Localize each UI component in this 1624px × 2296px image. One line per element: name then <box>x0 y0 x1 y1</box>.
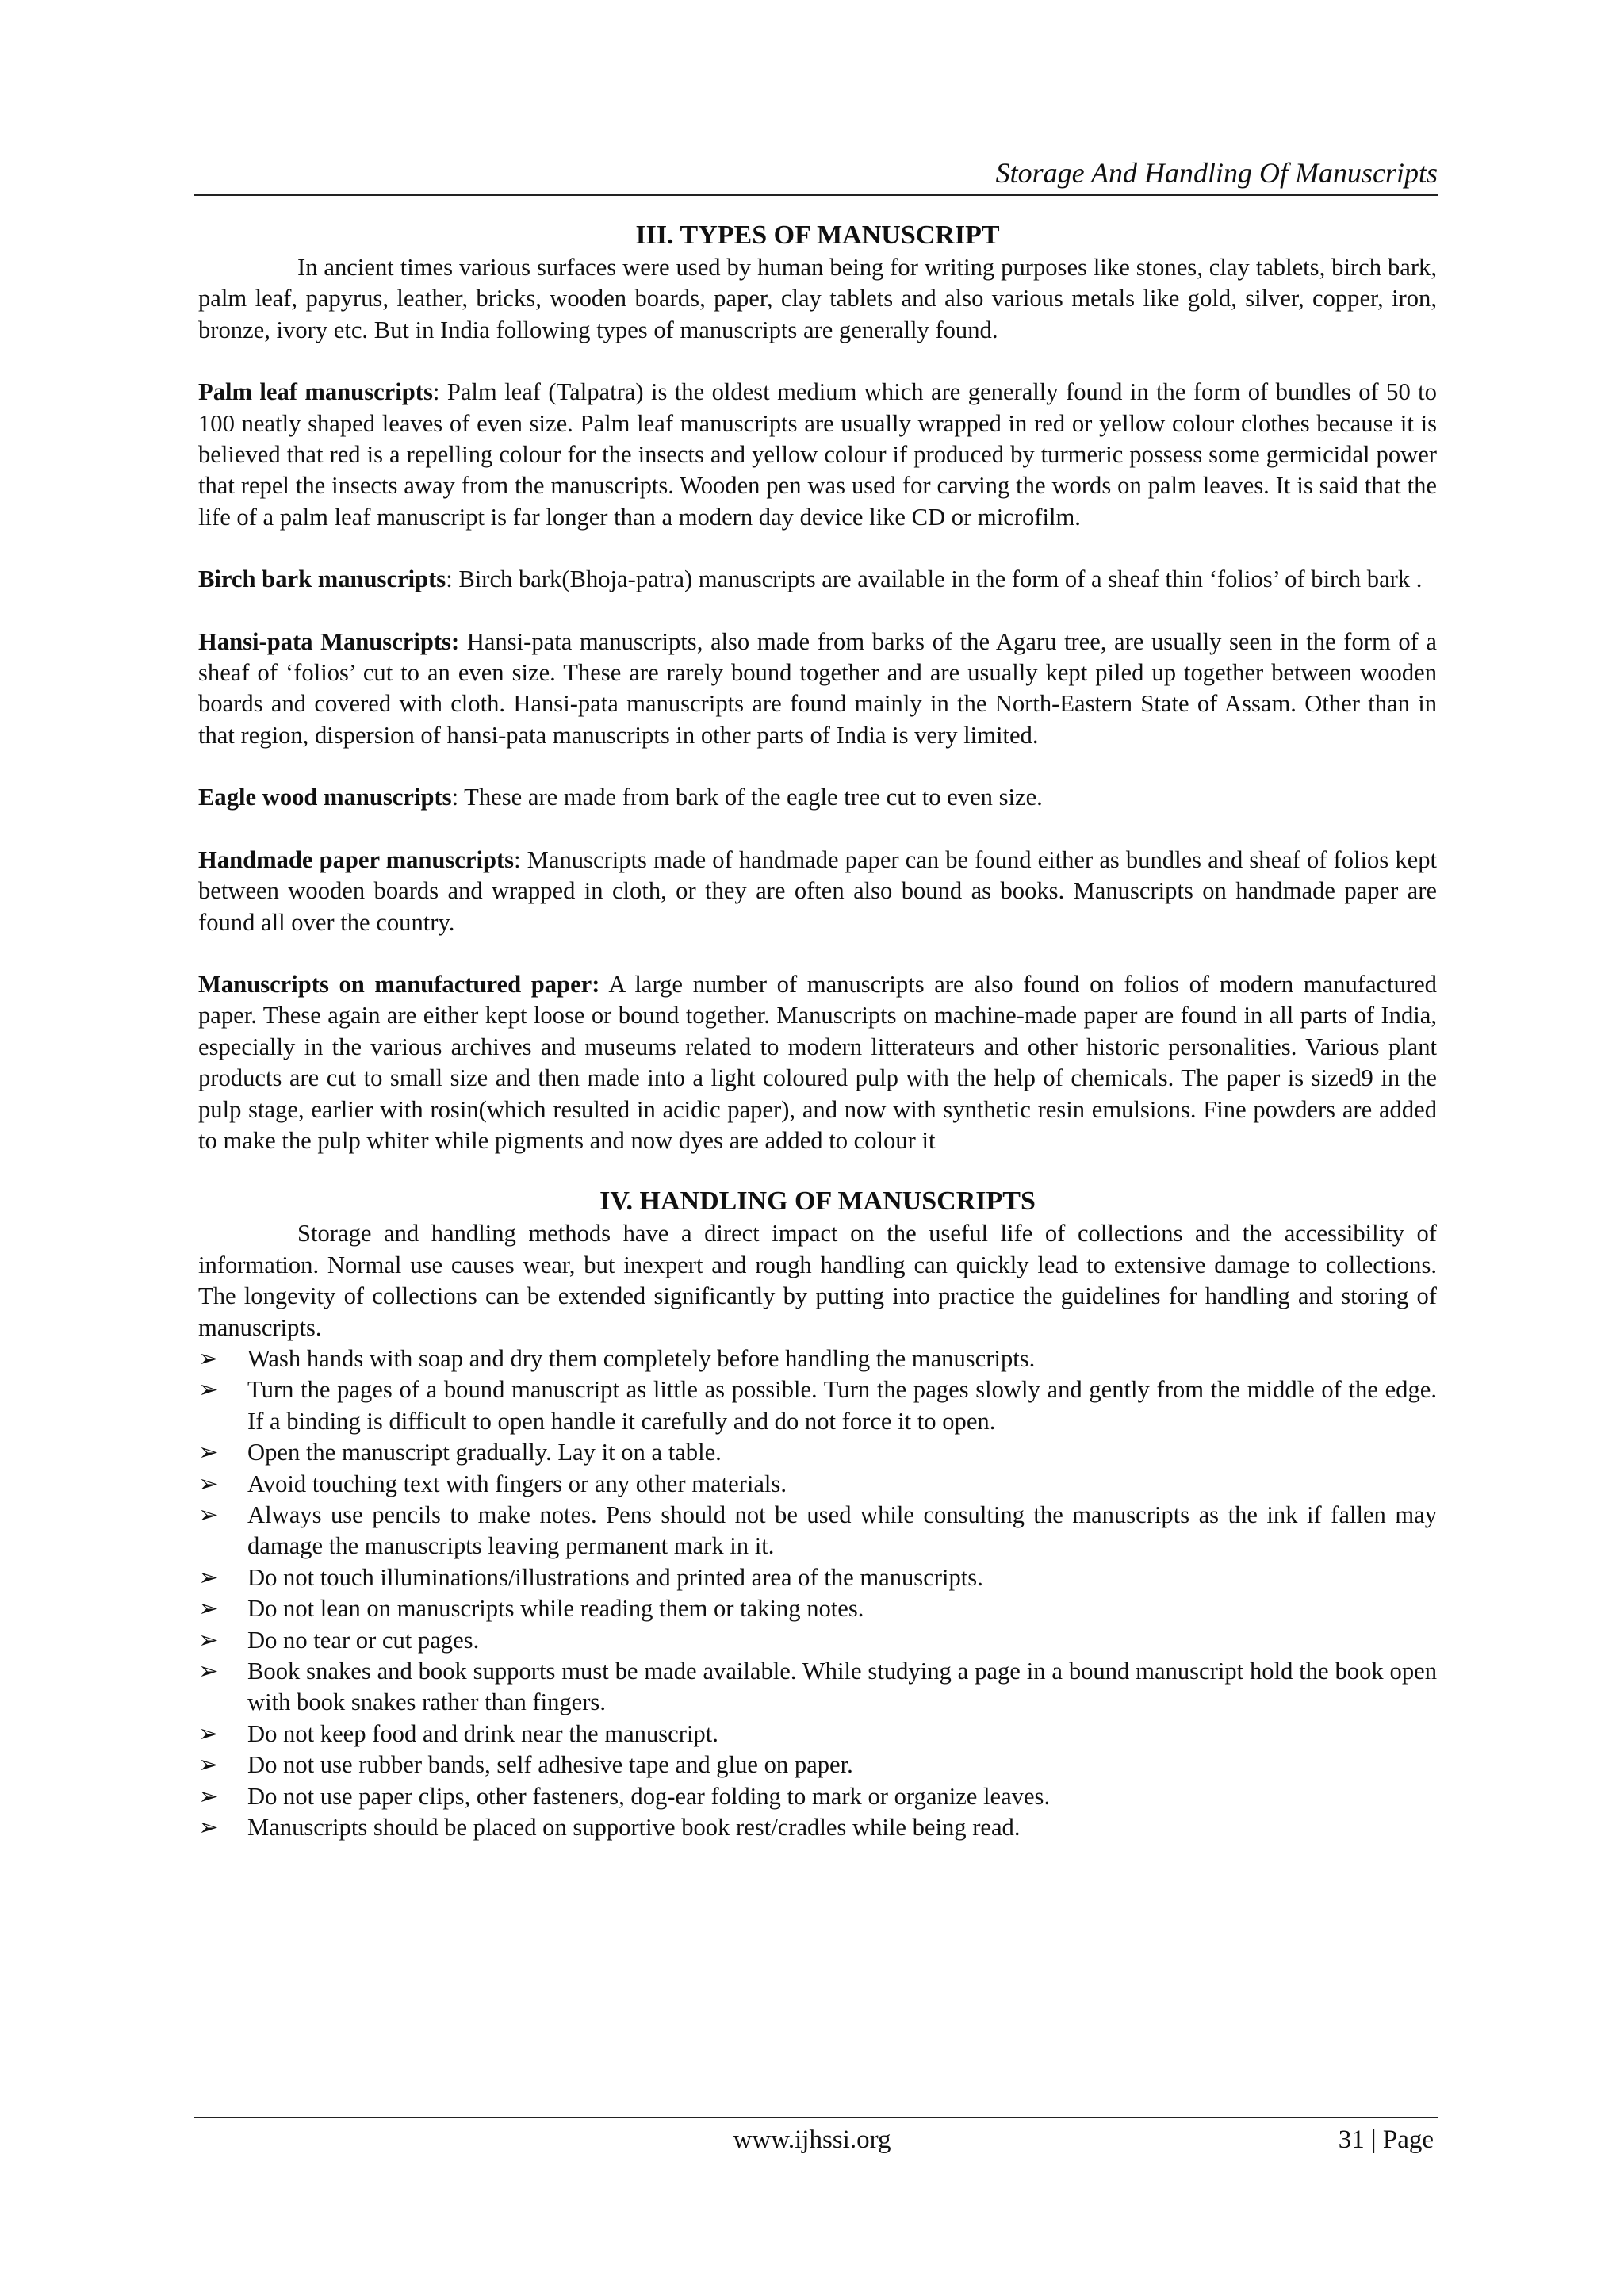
manuscript-type-description: Manuscripts made of handmade paper can be found either as bundles and sheaf of folios kept between wooden boards and wrapped in cloth, or they are often also bound as books. Manuscripts on handmade paper are found all over the country. <box>198 845 1437 936</box>
manuscript-type-paragraph <box>198 782 1437 813</box>
list-item <box>198 1656 1437 1719</box>
section-intro-paragraph: In ancient times various surfaces were used by human being for writing purposes like stones, clay tablets, birch bark, palm leaf, papyrus, leather, bricks, wooden boards, paper, clay tablets and also various metals like gold, silver, copper, iron, bronze, ivory etc. But in India following types of manuscripts are generally found. <box>198 254 1437 343</box>
arrow-bullet-icon: ➢ <box>198 1751 219 1779</box>
article-body <box>198 219 1437 1843</box>
footer-rule <box>194 2117 1438 2118</box>
manuscript-type-description: Birch bark(Bhoja-patra) manuscripts are available in the form of a sheaf thin ‘folios’ of birch bark . <box>458 565 1423 593</box>
manuscript-type-term: Manuscripts on manufactured paper: <box>198 970 600 998</box>
list-item <box>198 1625 1437 1656</box>
arrow-bullet-icon: ➢ <box>198 1563 219 1591</box>
manuscript-type-paragraph <box>198 845 1437 938</box>
arrow-bullet-icon: ➢ <box>198 1376 219 1404</box>
guideline-text: Do not keep food and drink near the manuscript. <box>247 1719 718 1747</box>
manuscript-type-description: Hansi-pata manuscripts, also made from barks of the Agaru tree, are usually seen in the form of a sheaf of ‘folios’ cut to an even size. These are rarely bound together and are usually kept piled up together between wooden boards and covered with cloth. Hansi-pata manuscripts are found mainly in the North-Eastern State of Assam. Other than in that region, dispersion of hansi-pata manuscripts in other parts of India is very limited. <box>198 627 1437 749</box>
arrow-bullet-icon: ➢ <box>198 1439 219 1466</box>
arrow-bullet-icon: ➢ <box>198 1719 219 1747</box>
footer-website: www.ijhssi.org <box>733 2125 891 2154</box>
term-separator: : <box>446 565 459 593</box>
list-item <box>198 1812 1437 1843</box>
arrow-bullet-icon: ➢ <box>198 1595 219 1623</box>
section-heading-handling: IV. HANDLING OF MANUSCRIPTS <box>599 1186 1036 1217</box>
guideline-text: Do not touch illuminations/illustrations and printed area of the manuscripts. <box>247 1563 983 1591</box>
running-header-title: Storage And Handling Of Manuscripts <box>995 157 1438 189</box>
manuscript-type-description: Palm leaf (Talpatra) is the oldest medium which are generally found in the form of bundles of 50 to 100 neatly shaped leaves of even size. Palm leaf manuscripts are usually wrapped in red or yellow colour clothes because it is believed that red is a repelling colour for the insects and yellow colour if produced by turmeric possess some germicidal power that repel the insects away from the manuscripts. Wooden pen was used for carving the words on palm leaves. It is said that the life of a palm leaf manuscript is far longer than a modern day device like CD or microfilm. <box>198 378 1437 531</box>
list-item <box>198 1374 1437 1437</box>
list-item <box>198 1469 1437 1500</box>
arrow-bullet-icon: ➢ <box>198 1626 219 1654</box>
manuscript-type-description: A large number of manuscripts are also found on folios of modern manufactured paper. These again are either kept loose or bound together. Manuscripts on machine-made paper are found in all parts of India, especially in the various archives and museums related to modern litterateurs and other historic personalities. Various plant products are cut to small size and then made into a light coloured pulp with the help of chemicals. The paper is sized9 in the pulp stage, earlier with rosin(which resulted in acidic paper), and now with synthetic resin emulsions. Fine powders are added to make the pulp whiter while pigments and now dyes are added to colour it <box>198 970 1437 1154</box>
manuscript-types-list <box>198 377 1437 1156</box>
list-item <box>198 1500 1437 1562</box>
arrow-bullet-icon: ➢ <box>198 1658 219 1685</box>
handling-guidelines-list <box>198 1343 1437 1844</box>
manuscript-type-term: Eagle wood manuscripts <box>198 784 452 811</box>
guideline-text: Book snakes and book supports must be made available. While studying a page in a bound manuscript hold the book open with book snakes rather than fingers. <box>247 1658 1437 1716</box>
manuscript-type-paragraph <box>198 627 1437 752</box>
list-item <box>198 1562 1437 1593</box>
list-item <box>198 1343 1437 1374</box>
arrow-bullet-icon: ➢ <box>198 1782 219 1810</box>
guideline-text: Manuscripts should be placed on supportive book rest/cradles while being read. <box>247 1814 1021 1842</box>
guideline-text: Avoid touching text with fingers or any other materials. <box>247 1470 787 1497</box>
guideline-text: Do not lean on manuscripts while reading them or taking notes. <box>247 1595 864 1623</box>
term-separator <box>599 971 608 998</box>
manuscript-type-description: These are made from bark of the eagle tree cut to even size. <box>464 784 1043 811</box>
guideline-text: Do no tear or cut pages. <box>247 1626 480 1654</box>
manuscript-type-term: Handmade paper manuscripts <box>198 845 515 873</box>
guideline-text: Wash hands with soap and dry them completely before handling the manuscripts. <box>247 1344 1036 1372</box>
arrow-bullet-icon: ➢ <box>198 1501 219 1528</box>
header-rule <box>194 194 1438 196</box>
guideline-text: Do not use paper clips, other fasteners, dog-ear folding to mark or organize leaves. <box>247 1782 1051 1810</box>
section-heading-types: III. TYPES OF MANUSCRIPT <box>635 220 1000 250</box>
term-separator: : <box>514 845 527 873</box>
list-item <box>198 1593 1437 1624</box>
manuscript-type-term: Birch bark manuscripts <box>198 565 446 593</box>
list-item <box>198 1719 1437 1750</box>
section-intro-paragraph: Storage and handling methods have a direct impact on the useful life of collections and the accessibility of information. Normal use causes wear, but inexpert and rough handling can quickly lead to extensive damage to collections. The longevity of collections can be extended significantly by putting into practice the guidelines for handling and storing of manuscripts. <box>198 1220 1437 1341</box>
manuscript-type-paragraph <box>198 969 1437 1156</box>
list-item <box>198 1437 1437 1468</box>
term-separator: : <box>432 378 447 406</box>
footer-page-number: 31 | Page <box>1338 2125 1434 2154</box>
term-separator: : <box>451 784 465 811</box>
arrow-bullet-icon: ➢ <box>198 1344 219 1372</box>
guideline-text: Turn the pages of a bound manuscript as little as possible. Turn the pages slowly and gently from the middle of the edge. If a binding is difficult to open handle it carefully and do not force it to open. <box>247 1376 1437 1435</box>
list-item <box>198 1781 1437 1812</box>
arrow-bullet-icon: ➢ <box>198 1470 219 1497</box>
manuscript-type-paragraph <box>198 377 1437 533</box>
guideline-text: Always use pencils to make notes. Pens should not be used while consulting the manuscripts as the ink if fallen may damage the manuscripts leaving permanent mark in it. <box>247 1501 1437 1560</box>
arrow-bullet-icon: ➢ <box>198 1814 219 1842</box>
guideline-text: Open the manuscript gradually. Lay it on a table. <box>247 1439 722 1466</box>
manuscript-type-term: Palm leaf manuscripts <box>198 378 433 406</box>
manuscript-type-term: Hansi-pata Manuscripts: <box>198 627 460 655</box>
list-item <box>198 1750 1437 1780</box>
guideline-text: Do not use rubber bands, self adhesive tape and glue on paper. <box>247 1751 853 1779</box>
manuscript-type-paragraph <box>198 564 1437 595</box>
term-separator <box>459 628 467 655</box>
